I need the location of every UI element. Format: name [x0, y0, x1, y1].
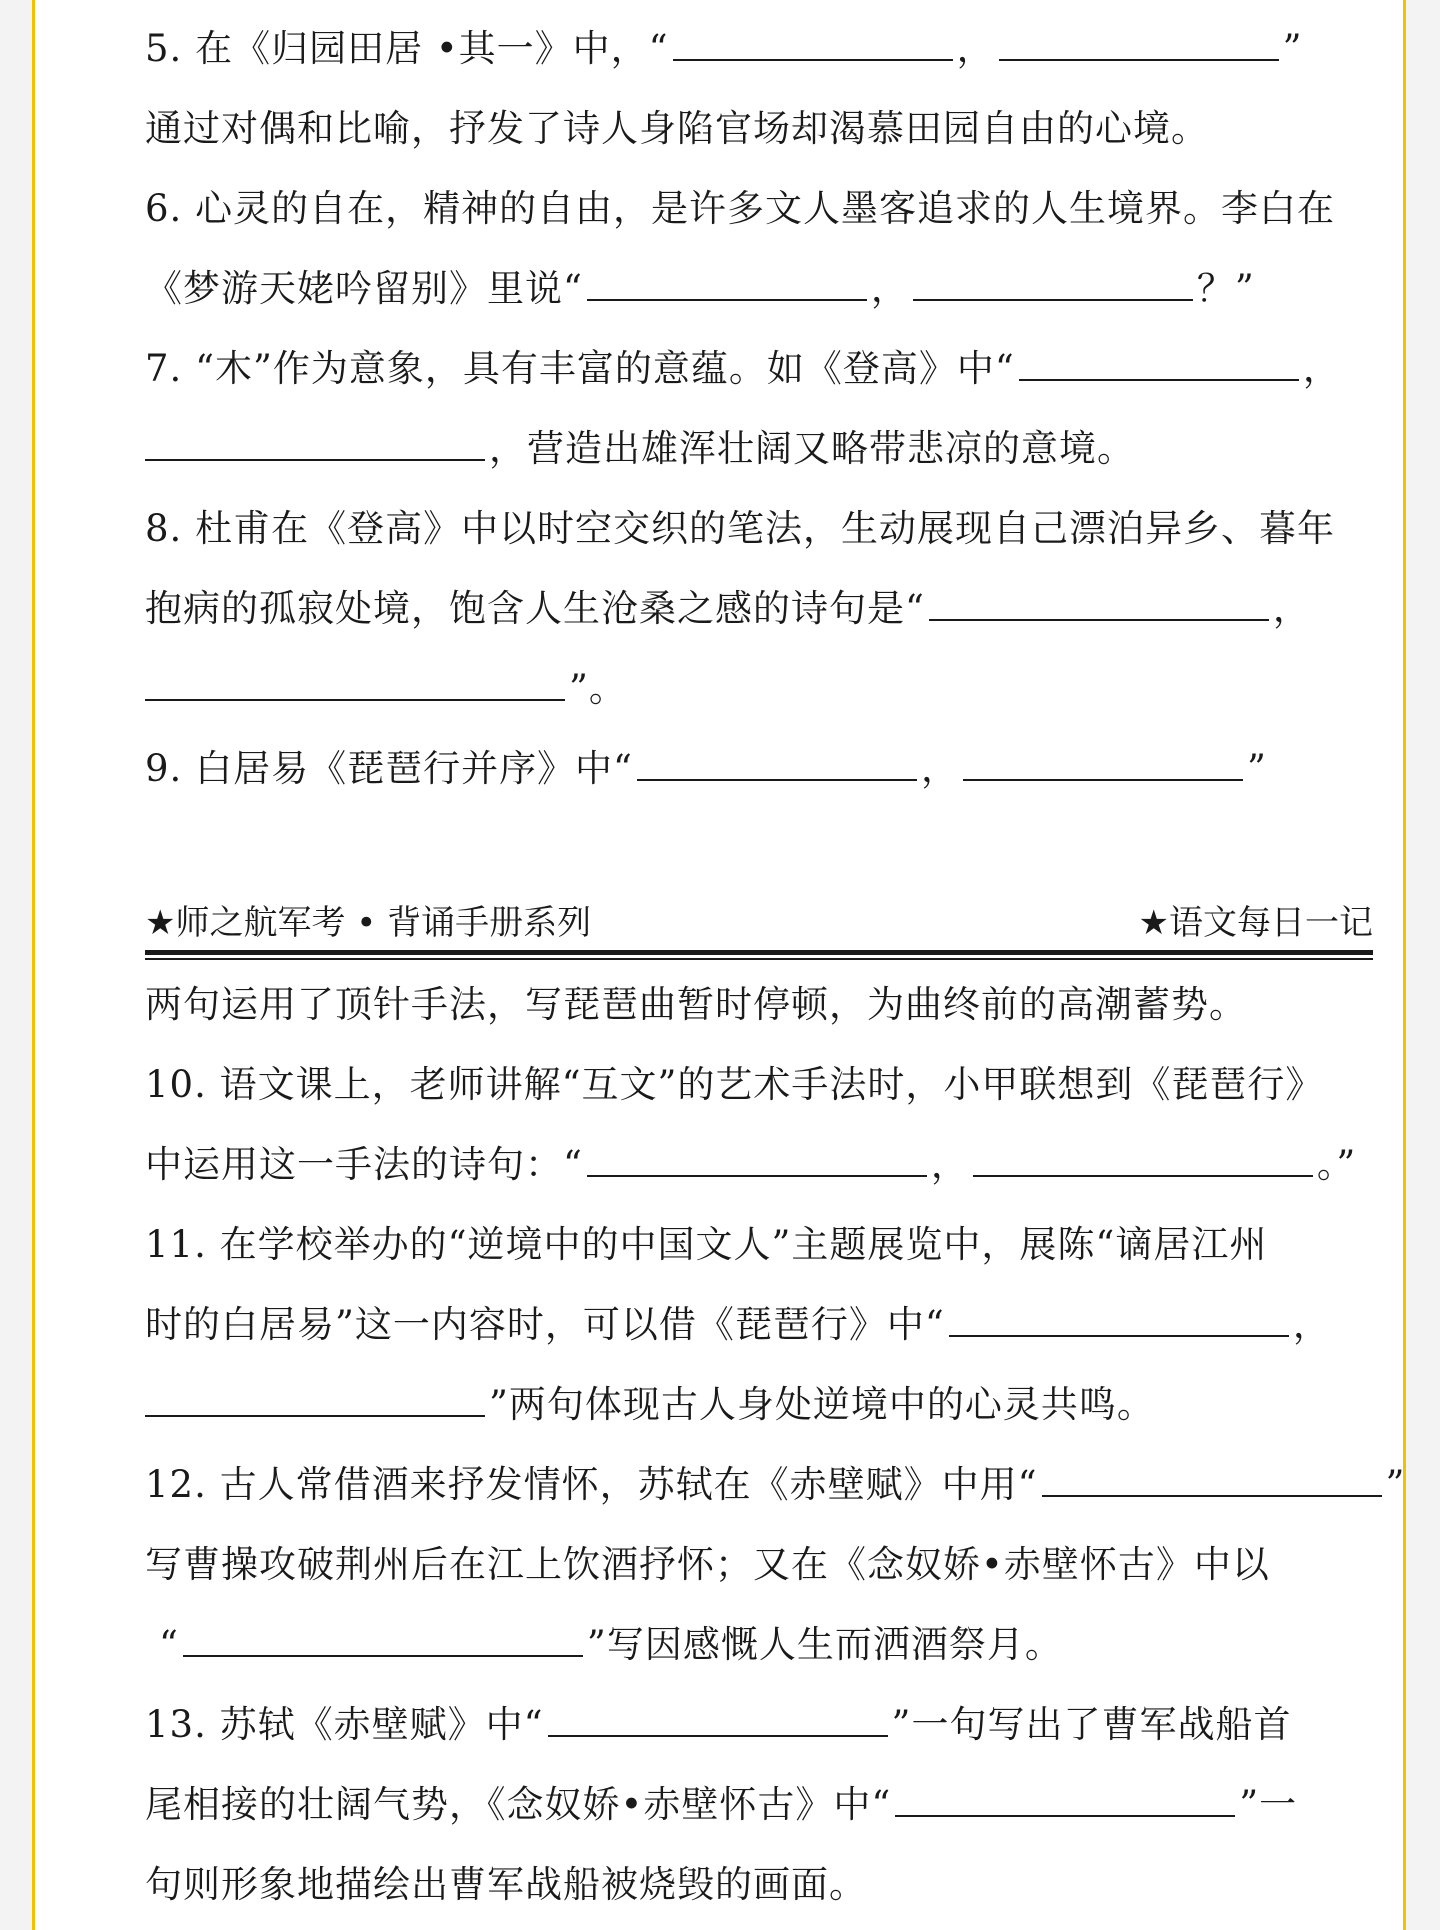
answer-blank[interactable] [145, 449, 485, 461]
question-10-line-2 [145, 1140, 1367, 1190]
question-13-text-mid2: ”一 [1239, 1783, 1298, 1826]
question-12-text: 12. 古人常借酒来抒发情怀，苏轼在《赤壁赋》中用“ [145, 1463, 1038, 1506]
question-10-text: 10. 语文课上，老师讲解“互文”的艺术手法时，小甲联想到《琵琶行》 [145, 1063, 1324, 1106]
comma: ， [956, 27, 995, 70]
header-rule-thin [145, 958, 1373, 960]
answer-blank[interactable] [1042, 1485, 1382, 1497]
question-12-text-end: ”写因感慨人生而洒酒祭月。 [586, 1623, 1063, 1666]
question-12-line-2 [145, 1540, 1367, 1590]
worksheet-page [32, 0, 1406, 1930]
question-6-text-cont: 《梦游天姥吟留别》里说“ [145, 267, 583, 310]
quote-open: “ [159, 1623, 179, 1666]
comma: ， [1292, 1303, 1331, 1346]
question-13-text-mid: ”一句写出了曹军战船首 [891, 1703, 1292, 1746]
question-9-line-2 [145, 980, 1367, 1030]
answer-blank[interactable] [637, 769, 917, 781]
quote-close: 。” [1316, 1143, 1357, 1186]
question-12-line-3 [145, 1620, 1367, 1670]
quote-close: ”。 [569, 667, 627, 710]
answer-blank[interactable] [895, 1805, 1235, 1817]
question-11-text: 11. 在学校举办的“逆境中的中国文人”主题展览中，展陈“谪居江州 [145, 1223, 1268, 1266]
quote-close: ？” [1196, 267, 1255, 310]
question-11-text-cont: 时的白居易”这一内容时，可以借《琵琶行》中“ [145, 1303, 945, 1346]
answer-blank[interactable] [145, 1405, 485, 1417]
comma: ， [930, 1143, 969, 1186]
quote-close: ” [1282, 27, 1303, 70]
question-7-text-cont: ，营造出雄浑壮阔又略带悲凉的意境。 [489, 427, 1135, 470]
answer-blank[interactable] [949, 1325, 1289, 1337]
question-10-text-cont: 中运用这一手法的诗句：“ [145, 1143, 583, 1186]
daily-note-title: ★语文每日一记 [1138, 903, 1373, 943]
answer-blank[interactable] [913, 289, 1193, 301]
question-9-line-1 [145, 744, 1367, 794]
question-12-line-1 [145, 1460, 1406, 1510]
question-8-line-2 [145, 584, 1367, 634]
question-6-line-1 [145, 184, 1367, 234]
question-10-line-1 [145, 1060, 1367, 1110]
question-6-line-2 [145, 264, 1367, 314]
question-8-text: 8. 杜甫在《登高》中以时空交织的笔法，生动展现自己漂泊异乡、暮年 [145, 507, 1336, 550]
comma: ， [1272, 587, 1311, 630]
quote-close: ” [1246, 747, 1267, 790]
question-7-line-2 [145, 424, 1367, 474]
question-11-text-end: ”两句体现古人身处逆境中的心灵共鸣。 [489, 1383, 1155, 1426]
series-title: ★师之航军考 • 背诵手册系列 [145, 903, 592, 943]
question-11-line-1 [145, 1220, 1367, 1270]
answer-blank[interactable] [929, 609, 1269, 621]
question-8-line-1 [145, 504, 1367, 554]
answer-blank[interactable] [183, 1645, 583, 1657]
answer-blank[interactable] [548, 1725, 888, 1737]
comma: ， [870, 267, 909, 310]
question-8-line-3 [145, 664, 1367, 714]
question-7-line-1 [145, 344, 1367, 394]
question-9-text: 9. 白居易《琵琶行并序》中“ [145, 747, 633, 790]
answer-blank[interactable] [673, 49, 953, 61]
question-8-text-cont: 抱病的孤寂处境，饱含人生沧桑之感的诗句是“ [145, 587, 925, 630]
question-11-line-2 [145, 1300, 1367, 1350]
header-rule [145, 950, 1373, 955]
question-12-text-cont: 写曹操攻破荆州后在江上饮酒抒怀；又在《念奴娇•赤壁怀古》中以 [145, 1543, 1270, 1586]
answer-blank[interactable] [587, 1165, 927, 1177]
answer-blank[interactable] [999, 49, 1279, 61]
answer-blank[interactable] [145, 689, 565, 701]
question-5-line-1 [145, 24, 1367, 74]
answer-blank[interactable] [587, 289, 867, 301]
answer-blank[interactable] [1019, 369, 1299, 381]
question-13-line-2 [145, 1780, 1367, 1830]
comma: ， [920, 747, 959, 790]
question-13-text-cont: 尾相接的壮阔气势，《念奴娇•赤壁怀古》中“ [145, 1783, 892, 1826]
answer-blank[interactable] [973, 1165, 1313, 1177]
comma: ， [1302, 347, 1341, 390]
question-7-text: 7. “木”作为意象，具有丰富的意蕴。如《登高》中“ [145, 347, 1015, 390]
question-11-line-3 [145, 1380, 1367, 1430]
question-9-text-cont: 两句运用了顶针手法，写琵琶曲暂时停顿，为曲终前的高潮蓄势。 [145, 983, 1247, 1026]
question-5-text: 5. 在《归园田居 •其一》中，“ [145, 27, 669, 70]
question-5-text-cont: 通过对偶和比喻，抒发了诗人身陷官场却渴慕田园自由的心境。 [145, 107, 1209, 150]
question-13-text-end: 句则形象地描绘出曹军战船被烧毁的画面。 [145, 1863, 867, 1906]
question-13-line-1 [145, 1700, 1367, 1750]
question-13-text: 13. 苏轼《赤壁赋》中“ [145, 1703, 544, 1746]
question-13-line-3 [145, 1860, 1367, 1910]
question-6-text: 6. 心灵的自在，精神的自由，是许多文人墨客追求的人生境界。李白在 [145, 187, 1336, 230]
answer-blank[interactable] [963, 769, 1243, 781]
quote-close: ” [1385, 1463, 1406, 1506]
question-5-line-2 [145, 104, 1367, 154]
